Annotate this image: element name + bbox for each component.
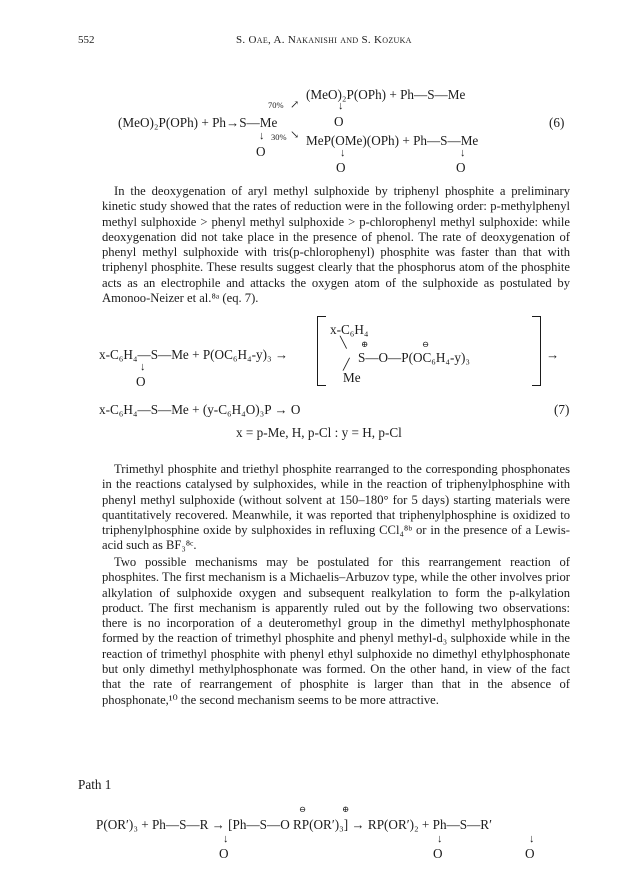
path1-arrow-2: ↓ [437,833,443,845]
path1-oxygen-1: O [219,846,229,861]
eq6-percent-bottom: 30% [271,132,287,142]
eq6-bottom-oxygen-2: O [456,160,466,175]
eq7-arrow: → [546,347,560,362]
paragraph-1: In the deoxygenation of aryl methyl sulphoxide by triphenyl phosphite a preliminary kinetic study showed that the rates of reduction were in the following order: p-methylphenyl methyl sulphoxide > phenyl methyl sulphoxide > p-chlorophenyl methyl sulphoxide: while deoxygenation did not take place in the presence of phenol. The rate of deoxygenation of phenyl methyl sulphoxide with tris(p-chlorophenyl) phosphite was faster than that with triphenyl phosphite. These results suggest clearly that the phosphorus atom of the phosphite acts as an electrophile and attacks the oxygen atom of the sulphoxide as postulated by Amonoo-Neizer et al.⁸ᵃ (eq. 7). [102,184,570,306]
eq6-bottom-arrow-1: ↓ [340,147,346,159]
eq6-reactant: (MeO)₂P(OPh) + Ph→S—Me [118,115,278,130]
eq7-plus-charge: ⊕ [361,339,369,349]
eq7-products: x-C₆H₄—S—Me + (y-C₆H₄O)₃P → O [99,402,301,417]
eq7-left: x-C₆H₄—S—Me + P(OC₆H₄-y)₃ → [99,347,289,362]
eq7-left-arrow: ↓ [140,361,146,373]
eq7-minus-charge: ⊖ [422,339,430,349]
eq6-arrow-down: ↓ [259,130,265,142]
path1-arrow-1: ↓ [223,833,229,845]
eq6-top-arrow: ↓ [338,100,344,112]
path1-minus-charge: ⊖ [299,804,307,814]
eq6-arrow-up: ↗ [290,99,300,111]
eq7-left-oxygen: O [136,374,146,389]
eq6-top-product: (MeO)₂P(OPh) + Ph—S—Me [306,87,466,102]
eq7-intermediate-core: S—O—P(OC₆H₄-y)₃ [358,350,470,365]
eq7-methyl: Me [343,370,361,385]
running-title: S. Oae, A. Nakanishi and S. Kozuka [236,34,412,46]
eq6-bottom-arrow-2: ↓ [460,147,466,159]
eq7-bond-down: ╲ [340,337,347,349]
eq6-reactant-oxygen: O [256,144,266,159]
eq7-number: (7) [554,402,570,417]
path1-equation: P(OR′)₃ + Ph—S—R → [Ph—S—O RP(OR′)₃] → RP(OR′)₂ + Ph—S—R′ [96,817,492,832]
path1-plus-charge: ⊕ [342,804,350,814]
eq6-bottom-product: MeP(OMe)(OPh) + Ph—S—Me [306,133,479,148]
paragraph-3: Two possible mechanisms may be postulated for this rearrangement reaction of phosphites. The first mechanism is a Michaelis–Arbuzov type, while the other involves prior alkylation of sulphoxide oxygen and subsequent realkylation to form the p-alkylation product. The first mechanism is apparently ruled out by the following two observations: there is no incorporation of a deuteromethyl group in the dimethyl methylphosphonate formed by the reaction of trimethyl phosphite and phenyl methyl-d₃ sulphoxide while in the reaction of trimethyl phosphite with phenyl ethyl sulphoxide no dimethyl ethylphosphonate but only dimethyl methylphosphonate was formed. On the other hand, in view of the fact that the rate of rearrangement of phosphite is larger than that in the absence of phosphonate,¹⁰ the second mechanism seems to be more attractive. [102,555,570,707]
eq7-bracket-left [317,316,326,386]
path1-arrow-3: ↓ [529,833,535,845]
path1-oxygen-2: O [433,846,443,861]
eq7-bracket-right [532,316,541,386]
path1-oxygen-3: O [525,846,535,861]
eq6-percent-top: 70% [268,100,284,110]
paragraph-2: Trimethyl phosphite and triethyl phosphite rearranged to the corresponding phosphonates in the reactions catalysed by sulphoxides, while in the reaction of triphenylphosphine with phenyl methyl sulphoxide (without solvent at 150–180° for 5 days) starting materials were quantitatively recovered. Meanwhile, it was reported that triphenylphosphine is oxidized to triphenylphosphine oxide by sulphoxides in refluxing CCl₄⁸ᵇ or in the presence of a Lewis-acid such as BF₃⁸ᶜ. [102,462,570,553]
eq7-bond-up: ╱ [343,359,350,371]
path-label: Path 1 [78,777,112,792]
eq6-bottom-oxygen-1: O [336,160,346,175]
eq6-number: (6) [549,115,565,130]
page-number: 552 [78,34,95,46]
eq7-condition: x = p-Me, H, p-Cl : y = H, p-Cl [236,425,402,440]
eq7-intermediate-aryl: x-C₆H₄ [330,322,369,337]
eq6-top-oxygen: O [334,114,344,129]
eq6-arrow-down-right: ↘ [290,129,300,141]
